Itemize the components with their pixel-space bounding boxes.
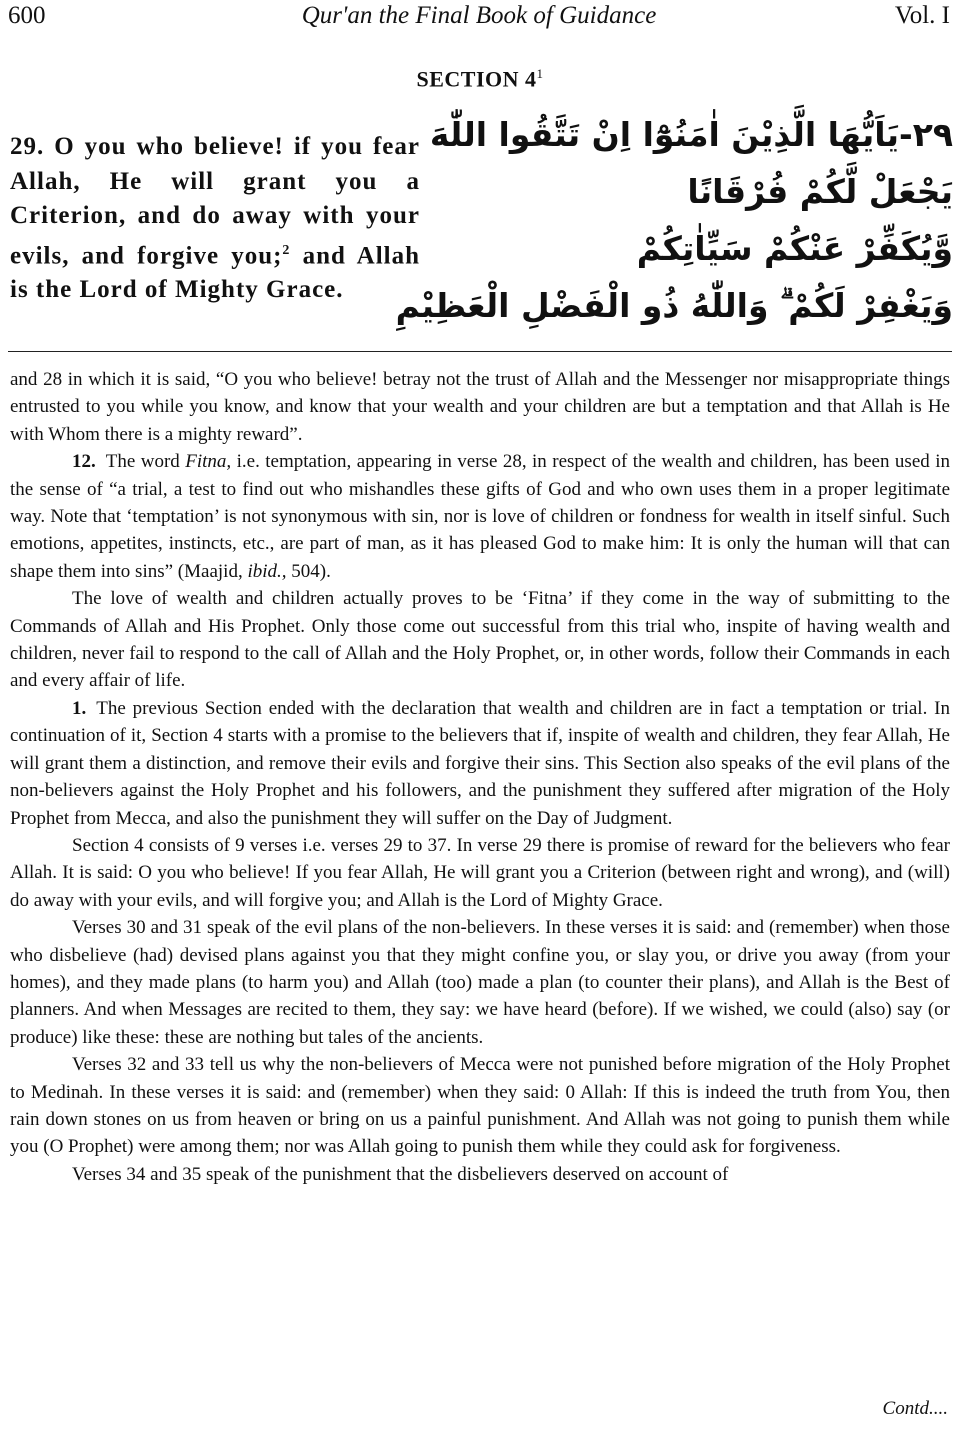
running-title: Qur'an the Final Book of Guidance xyxy=(301,2,657,29)
section-footnote-ref: 1 xyxy=(536,66,544,81)
note-text: i.e. temptation, appearing in verse 28, in respect of the wealth and children, has been used in the sense of “a trial, a test to find out who mishandles these gifts of God and who own uses them in a proper legitimate way. Note that ‘temptation’ is not synonymous with sin, nor is love of children or fondness for wealth in itself sinful. Such emotions, appetites, instincts, etc., are part of man, as it has pleased God to make him: It is only the human will that can shape them into sins” (Maajid, xyxy=(10,451,950,582)
verse-translation xyxy=(10,130,420,308)
page-number: 600 xyxy=(8,2,46,29)
arabic-line: يَجْعَلْ لَّكُمْ فُرْقَانًا xyxy=(687,172,953,211)
verse-text-part2: and Allah is the Lord of Mighty Grace. xyxy=(10,241,420,304)
ibid-reference: ibid., xyxy=(247,560,287,582)
continued-marker: Contd.... xyxy=(882,1398,948,1419)
note-text: 504). xyxy=(286,560,331,582)
commentary-paragraph xyxy=(10,448,950,585)
note-number: 1. xyxy=(72,697,87,719)
volume-label: Vol. I xyxy=(894,2,950,29)
section-title-text: SECTION 4 xyxy=(416,66,537,92)
commentary-paragraph: and 28 in which it is said, “O you who believe! betray not the trust of Allah and the Messenger nor misappropriate things entrusted to you while you know, and know that your wealth and your children are but a temptation and that Allah is He with Whom there is a mighty reward”. xyxy=(10,369,950,445)
note-text: The previous Section ended with the declaration that wealth and children are in fact a temptation or trial. In continuation of it, Section 4 starts with a promise to the believers that if, inspite of wealth and children, they fear Allah, He will grant them a distinction, and remove their evils and forgive their sins. This Section also speaks of the evil plans of the non-believers against the Holy Prophet and his followers, and the punishment they suffered after migration of the Holy Prophet from Mecca, and also the punishment they will suffer on the Day of Judgment. xyxy=(10,697,950,829)
section-heading xyxy=(0,66,960,92)
note-number: 12. xyxy=(72,451,96,473)
verse-text-part1: 29. O you who believe! if you fear Allah, He will grant you a Criterion, and do away with your evils, and forgive you; xyxy=(10,133,420,269)
commentary-body xyxy=(10,366,950,1188)
arabic-verse xyxy=(395,106,953,334)
commentary-paragraph: Verses 34 and 35 speak of the punishment that the disbelievers deserved on account of xyxy=(72,1163,729,1185)
commentary-paragraph: Verses 30 and 31 speak of the evil plans of the non-believers. In these verses it is said: and (remember) when those who disbelieve (had) devised plans against you that they might confine you, or slay you, or drive you away (from your homes), and they made plans (to harm you) and Allah (too) made a plan (to counter their plans), and Allah is the Best of planners. And when Messages are recited to them, they say: we have heard (before). If we wished, we could (also) say (or produce) like these: these are nothing but tales of the ancients. xyxy=(10,917,950,1048)
arabic-line: وَّيُكَفِّرْ عَنْكُمْ سَيِّاٰتِكُمْ xyxy=(636,229,953,268)
divider-rule xyxy=(8,351,952,352)
page-header xyxy=(8,2,950,36)
note-text: The word xyxy=(105,451,186,473)
verse-footnote-ref: 2 xyxy=(282,242,291,258)
commentary-paragraph: Verses 32 and 33 tell us why the non-believers of Mecca were not punished before migration of the Holy Prophet to Medinah. In these verses it is said: and (remember) when they said: 0 Allah: If this is indeed the truth from You, then rain down stones on us from heaven or bring on us a painful punishment. And Allah was not going to punish them while you (O Prophet) were among them; nor was Allah going to punish them while they could ask for forgiveness. xyxy=(10,1054,950,1158)
commentary-paragraph xyxy=(10,695,950,832)
commentary-paragraph: The love of wealth and children actually proves to be ‘Fitna’ if they come in the way of submitting to the Commands of Allah and His Prophet. Only those come out successful from this trial who, inspite of having wealth and children, never fail to respond to the call of Allah and the Holy Prophet, or, in other words, follow their Commands in each and every affair of life. xyxy=(10,588,950,692)
arabic-line: وَيَغْفِرْ لَكُمْ ۗ وَاللّٰهُ ذُو الْفَضْلِ الْعَظِيْمِ xyxy=(395,286,953,325)
commentary-paragraph: Section 4 consists of 9 verses i.e. verses 29 to 37. In verse 29 there is promise of reward for the believers who fear Allah. It is said: O you who believe! If you fear Allah, He will grant you a Criterion (between right and wrong), and (will) do away with your evils, and will forgive you; and Allah is the Lord of Mighty Grace. xyxy=(10,834,950,911)
arabic-line: ۲۹-يَاَيُّهَا الَّذِيْنَ اٰمَنُوْٓا اِنْ تَتَّقُوا اللّٰهَ xyxy=(429,115,953,154)
term-fitna: Fitna, xyxy=(185,451,232,473)
